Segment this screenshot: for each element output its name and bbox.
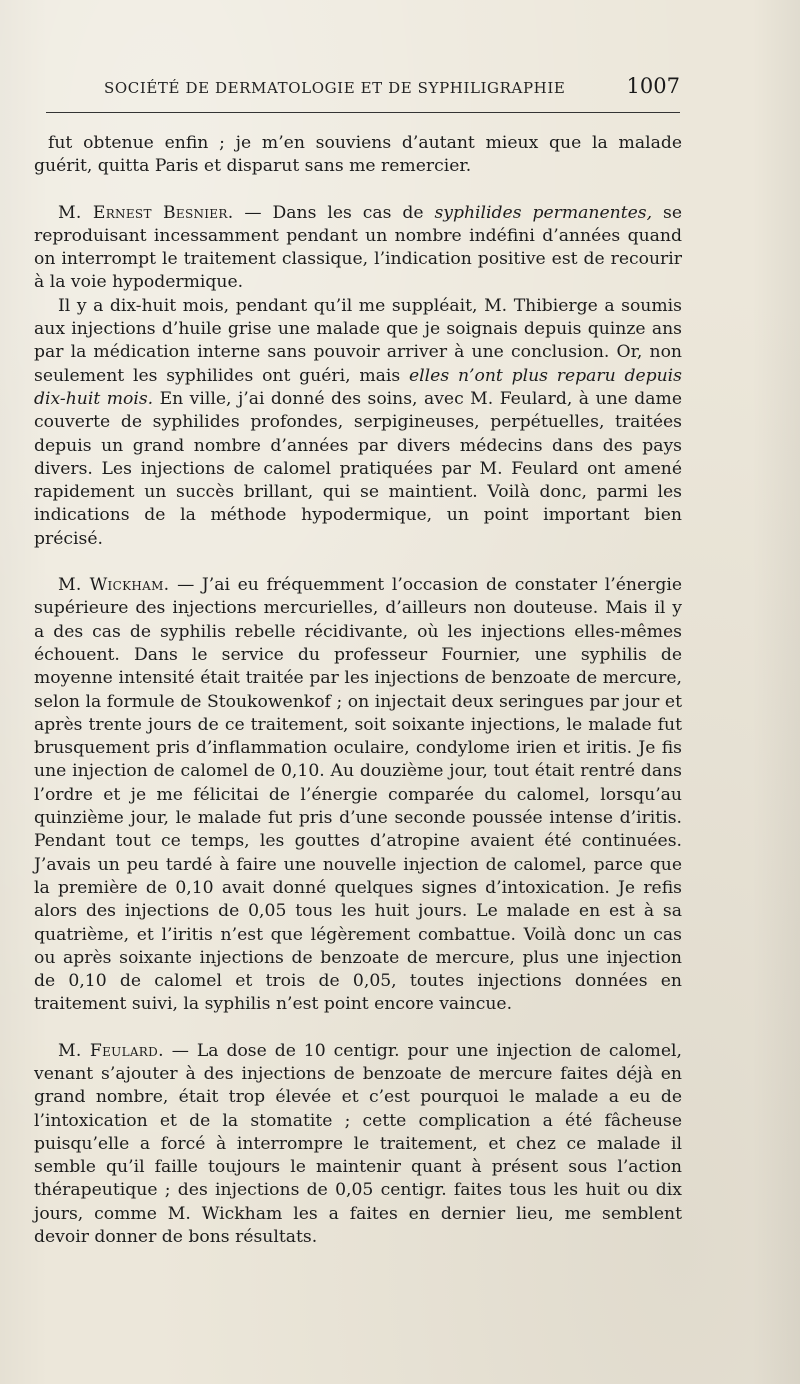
page-header — [104, 74, 680, 104]
paragraph-1 — [34, 132, 682, 179]
paragraph-besnier-text-b: se reproduisant incessamment pendant un nombre indéfini d’années quand on interrompt le traitement classique, l’indication positive est de recourir à la voie hypodermique. — [34, 202, 682, 293]
paragraph-feulard — [34, 1040, 682, 1250]
speaker-besnier: M. Ernest Besnier. — [58, 202, 234, 223]
page-number: 1007 — [626, 74, 680, 98]
paragraph-besnier-text-a: — Dans les cas de — [233, 202, 435, 223]
header-rule — [46, 112, 680, 113]
speaker-wickham: M. Wickham. — [58, 575, 170, 596]
paragraph-feulard-text: — La dose de 10 centigr. pour une injection de calomel, venant s’ajouter à des injections de benzoate de mercure faites déjà en grand nombre, était trop élevée et c’est pourquoi le malade a eu de l’intoxication et de la stomatite ; cette complication a été fâcheuse puisqu’elle a forcé à interrompre le traitement, et chez ce malade il semble qu’il faille toujours le maintenir quant à présent sous l’action thérapeutique ; des injections de 0,05 centigr. faites tous les huit ou dix jours, comme M. Wickham les a faites en dernier lieu, me semblent devoir donner de bons résultats. — [34, 1040, 682, 1248]
paragraph-besnier-italic: syphilides permanentes, — [434, 202, 653, 223]
article-body — [34, 132, 682, 1249]
paragraph-thibierge-text-b: En ville, j’ai donné des soins, avec M. Feulard, à une dame couverte de syphilides profondes, serpigineuses, perpétuelles, traitées depuis un grand nombre d’années par divers médecins dans des pays divers. Les injections de calomel pratiquées par M. Feulard ont amené rapidement un succès brillant, qui se maintient. Voilà donc, parmi les indications de la méthode hypodermique, un point important bien précisé. — [34, 388, 682, 549]
paragraph-1-text: fut obtenue enfin ; je m’en souviens d’autant mieux que la malade guérit, quitta Paris et disparut sans me remercier. — [34, 133, 682, 177]
paragraph-thibierge-italic: elles n’ont plus reparu depuis dix-huit mois. — [34, 365, 683, 409]
paragraph-thibierge-text-a: Il y a dix-huit mois, pendant qu’il me suppléait, M. Thibierge a soumis aux injections d’huile grise une malade que je soignais depuis quinze ans par la médication interne sans pouvoir arriver à une conclusion. Or, non seulement les syphilides ont guéri, mais — [34, 295, 682, 386]
speaker-feulard: M. Feulard. — [58, 1040, 164, 1061]
paragraph-wickham — [34, 574, 682, 1017]
paragraph-wickham-text: — J’ai eu fréquemment l’occasion de constater l’énergie supérieure des injections mercurielles, d’ailleurs non douteuse. Mais il y a des cas de syphilis rebelle récidivante, où les injections elles-mêmes échouent. Dans le service du professeur Fournier, une syphilis de moyenne intensité était traitée par les injections de benzoate de mercure, selon la formule de Stoukowenkof ; on injectait deux seringues par jour et après trente jours de ce traitement, soit soixante injections, le malade fut brusquement pris d’inflammation oculaire, condylome irien et iritis. Je fis une injection de calomel de 0,10. Au douzième jour, tout était rentré dans l’ordre et je me félicitai de l’énergie comparée du calomel, lorsqu’au quinzième jour, le malade fut pris d’une seconde poussée intense d’iritis. Pendant tout ce temps, les gouttes d’atropine avaient été continuées. J’avais un peu tardé à faire une nouvelle injection de calomel, parce que la première de 0,10 avait donné quelques signes d’intoxication. Je refis alors des injections de 0,05 tous les huit jours. Le malade en est à sa quatrième, et l’iritis n’est que légèrement combattue. Voilà donc un cas ou après soixante injections de benzoate de mercure, plus une injection de 0,10 de calomel et trois de 0,05, toutes injections données en traitement suivi, la syphilis n’est point encore vaincue. — [34, 575, 682, 1015]
running-head: SOCIÉTÉ DE DERMATOLOGIE ET DE SYPHILIGRAPHIE — [104, 79, 566, 97]
paragraph-thibierge — [34, 295, 682, 551]
paragraph-besnier — [34, 202, 682, 295]
